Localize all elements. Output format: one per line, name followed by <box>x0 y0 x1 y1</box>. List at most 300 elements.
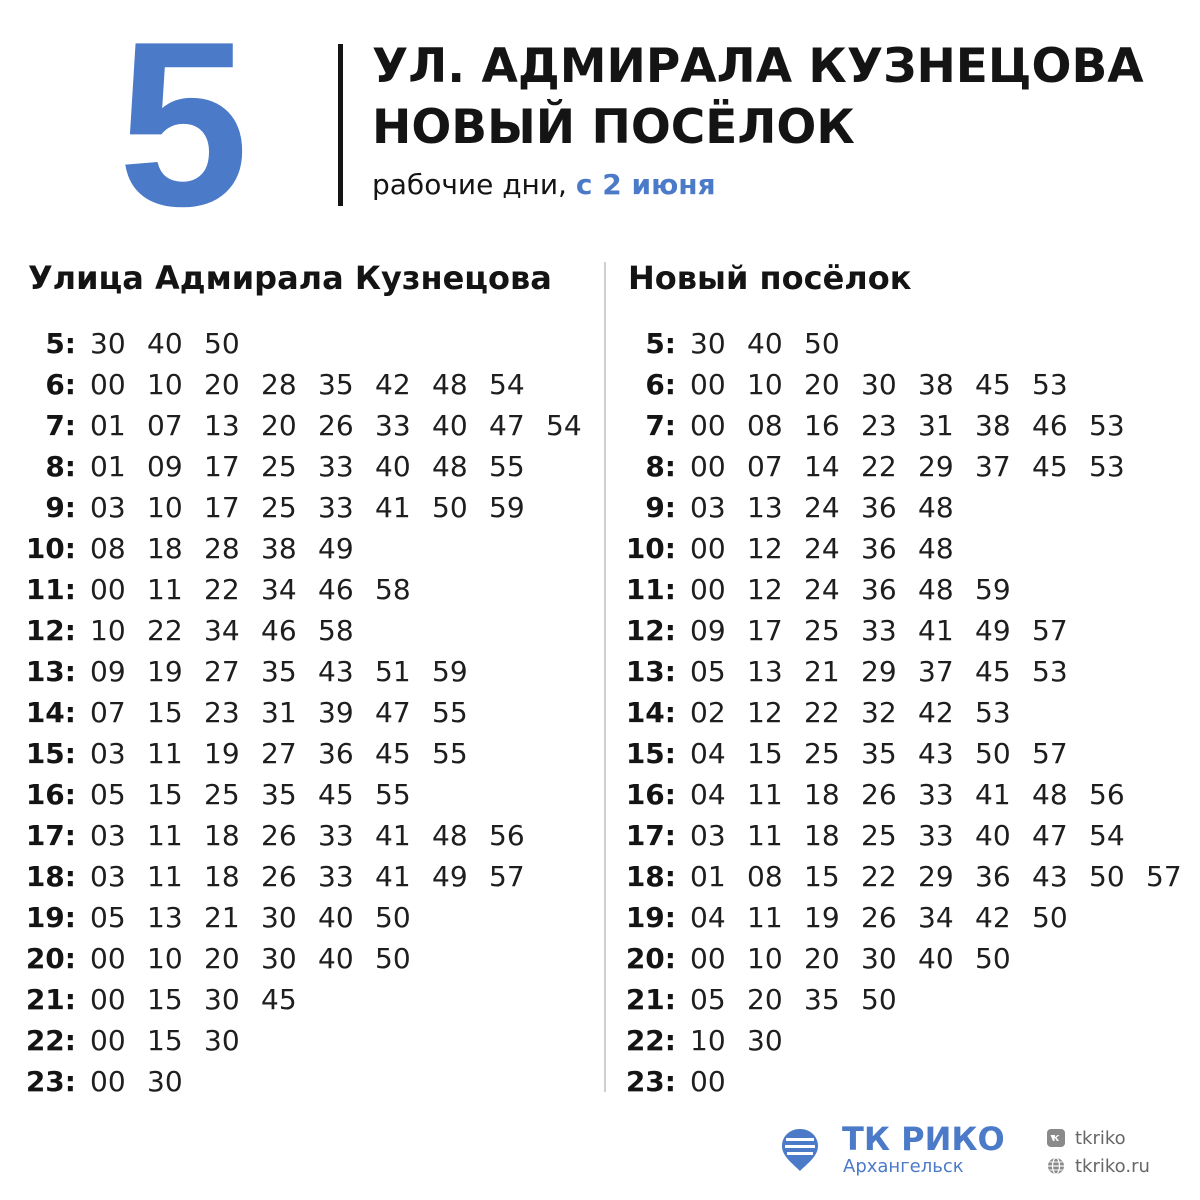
departure-minute: 10 <box>147 491 183 524</box>
departure-minute: 10 <box>747 368 783 401</box>
departure-minute: 46 <box>1032 409 1068 442</box>
hour-label: 21: <box>25 983 76 1016</box>
schedule-row <box>0 364 590 405</box>
departure-minute: 45 <box>375 737 411 770</box>
departure-minute: 27 <box>204 655 240 688</box>
departure-minute: 42 <box>918 696 954 729</box>
departure-minute: 30 <box>861 368 897 401</box>
departure-minute: 45 <box>261 983 297 1016</box>
departure-minute: 00 <box>90 368 126 401</box>
schedule-row <box>600 1020 1190 1061</box>
departure-minute: 10 <box>690 1024 726 1057</box>
departure-minute: 03 <box>690 819 726 852</box>
schedule-row <box>600 733 1190 774</box>
vk-contact[interactable] <box>1047 1128 1126 1150</box>
hour-label: 22: <box>625 1024 676 1057</box>
departure-minute: 40 <box>375 450 411 483</box>
departure-minute: 48 <box>432 819 468 852</box>
departure-minute: 03 <box>90 737 126 770</box>
departure-minute: 33 <box>318 860 354 893</box>
departure-minute: 50 <box>1089 860 1125 893</box>
departure-minute: 21 <box>804 655 840 688</box>
departure-minute: 26 <box>861 778 897 811</box>
departure-minute: 42 <box>375 368 411 401</box>
hour-label: 10: <box>625 532 676 565</box>
departure-minute: 34 <box>204 614 240 647</box>
departure-minute: 20 <box>204 368 240 401</box>
departure-minute: 11 <box>747 901 783 934</box>
departure-minute: 05 <box>90 901 126 934</box>
departure-minute: 08 <box>747 860 783 893</box>
departure-minute: 03 <box>690 491 726 524</box>
schedule-row <box>600 856 1190 897</box>
departure-minute: 18 <box>804 778 840 811</box>
schedule-row <box>600 1061 1190 1102</box>
departure-minute: 56 <box>1089 778 1125 811</box>
schedule-row <box>600 364 1190 405</box>
departure-minute: 58 <box>318 614 354 647</box>
departure-minute: 28 <box>204 532 240 565</box>
departure-minute: 25 <box>261 491 297 524</box>
departure-minute: 18 <box>804 819 840 852</box>
departure-minute: 43 <box>1032 860 1068 893</box>
departure-minute: 22 <box>861 450 897 483</box>
hour-label: 19: <box>25 901 76 934</box>
location-pin-icon <box>780 1127 820 1173</box>
departure-minute: 50 <box>204 327 240 360</box>
departure-minute: 54 <box>489 368 525 401</box>
departure-minute: 25 <box>861 819 897 852</box>
departure-minute: 00 <box>90 1065 126 1098</box>
departure-minute: 57 <box>1146 860 1182 893</box>
departure-minute: 20 <box>804 368 840 401</box>
hour-label: 14: <box>625 696 676 729</box>
hour-label: 20: <box>25 942 76 975</box>
departure-minute: 23 <box>861 409 897 442</box>
departure-minute: 00 <box>690 1065 726 1098</box>
departure-minute: 47 <box>1032 819 1068 852</box>
departure-minute: 49 <box>318 532 354 565</box>
departure-minute: 59 <box>432 655 468 688</box>
hour-label: 15: <box>25 737 76 770</box>
departure-minute: 37 <box>918 655 954 688</box>
departure-minute: 34 <box>918 901 954 934</box>
departure-minute: 42 <box>975 901 1011 934</box>
hour-label: 14: <box>25 696 76 729</box>
departure-minute: 46 <box>261 614 297 647</box>
departure-minute: 22 <box>204 573 240 606</box>
departure-minute: 38 <box>918 368 954 401</box>
departure-minute: 40 <box>432 409 468 442</box>
departure-minute: 13 <box>747 655 783 688</box>
schedule-row <box>600 323 1190 364</box>
departure-minute: 26 <box>261 860 297 893</box>
brand-city: Архангельск <box>843 1156 964 1177</box>
hour-label: 9: <box>45 491 76 524</box>
departure-minute: 35 <box>261 778 297 811</box>
schedule-row <box>600 692 1190 733</box>
route-number: 5 <box>118 0 245 255</box>
departure-minute: 38 <box>975 409 1011 442</box>
departure-minute: 20 <box>747 983 783 1016</box>
schedule-row <box>600 528 1190 569</box>
departure-minute: 48 <box>432 450 468 483</box>
schedule-row <box>600 938 1190 979</box>
departure-minute: 19 <box>204 737 240 770</box>
route-title-line1: УЛ. АДМИРАЛА КУЗНЕЦОВА <box>372 39 1144 94</box>
departure-minute: 49 <box>432 860 468 893</box>
departure-minute: 01 <box>90 409 126 442</box>
departure-minute: 25 <box>804 614 840 647</box>
departure-minute: 43 <box>318 655 354 688</box>
schedule-row <box>0 323 590 364</box>
departure-minute: 34 <box>261 573 297 606</box>
departure-minute: 51 <box>375 655 411 688</box>
hour-label: 12: <box>25 614 76 647</box>
departure-minute: 15 <box>747 737 783 770</box>
departure-minute: 11 <box>147 573 183 606</box>
departure-minute: 13 <box>204 409 240 442</box>
departure-minute: 41 <box>375 819 411 852</box>
departure-minute: 13 <box>147 901 183 934</box>
schedule-row <box>600 446 1190 487</box>
departure-minute: 35 <box>318 368 354 401</box>
departure-minute: 53 <box>1089 450 1125 483</box>
hour-label: 8: <box>645 450 676 483</box>
departure-minute: 21 <box>204 901 240 934</box>
departure-minute: 18 <box>147 532 183 565</box>
schedule-row <box>600 897 1190 938</box>
schedule-row <box>0 774 590 815</box>
vk-icon <box>1047 1129 1065 1147</box>
departure-minute: 22 <box>147 614 183 647</box>
departure-minute: 12 <box>747 532 783 565</box>
hour-label: 7: <box>45 409 76 442</box>
hour-label: 11: <box>25 573 76 606</box>
departure-minute: 15 <box>147 696 183 729</box>
departure-minute: 11 <box>147 819 183 852</box>
departure-minute: 30 <box>204 1024 240 1057</box>
schedule-row <box>0 569 590 610</box>
departure-minute: 35 <box>261 655 297 688</box>
schedule-kuznetsova <box>0 323 590 1102</box>
departure-minute: 48 <box>432 368 468 401</box>
departure-minute: 12 <box>747 573 783 606</box>
departure-minute: 30 <box>861 942 897 975</box>
departure-minute: 09 <box>147 450 183 483</box>
departure-minute: 12 <box>747 696 783 729</box>
column-title-novy-posyolok: Новый посёлок <box>628 259 912 297</box>
departure-minute: 54 <box>1089 819 1125 852</box>
departure-minute: 58 <box>375 573 411 606</box>
departure-minute: 16 <box>804 409 840 442</box>
departure-minute: 41 <box>918 614 954 647</box>
departure-minute: 18 <box>204 819 240 852</box>
hour-label: 15: <box>625 737 676 770</box>
departure-minute: 36 <box>861 532 897 565</box>
departure-minute: 45 <box>318 778 354 811</box>
schedule-row <box>0 651 590 692</box>
departure-minute: 53 <box>1089 409 1125 442</box>
departure-minute: 46 <box>318 573 354 606</box>
departure-minute: 00 <box>690 573 726 606</box>
departure-minute: 47 <box>489 409 525 442</box>
departure-minute: 57 <box>1032 614 1068 647</box>
departure-minute: 38 <box>261 532 297 565</box>
departure-minute: 10 <box>90 614 126 647</box>
departure-minute: 33 <box>318 491 354 524</box>
departure-minute: 53 <box>1032 655 1068 688</box>
departure-minute: 53 <box>1032 368 1068 401</box>
departure-minute: 24 <box>804 491 840 524</box>
departure-minute: 39 <box>318 696 354 729</box>
schedule-row <box>600 610 1190 651</box>
departure-minute: 50 <box>975 737 1011 770</box>
departure-minute: 20 <box>804 942 840 975</box>
hour-label: 18: <box>25 860 76 893</box>
departure-minute: 30 <box>690 327 726 360</box>
departure-minute: 45 <box>1032 450 1068 483</box>
departure-minute: 48 <box>918 573 954 606</box>
departure-minute: 45 <box>975 368 1011 401</box>
departure-minute: 03 <box>90 491 126 524</box>
departure-minute: 29 <box>918 860 954 893</box>
departure-minute: 00 <box>90 983 126 1016</box>
departure-minute: 00 <box>690 368 726 401</box>
departure-minute: 41 <box>375 491 411 524</box>
departure-minute: 17 <box>747 614 783 647</box>
departure-minute: 15 <box>147 1024 183 1057</box>
hour-label: 5: <box>45 327 76 360</box>
departure-minute: 33 <box>318 819 354 852</box>
departure-minute: 00 <box>690 409 726 442</box>
departure-minute: 50 <box>804 327 840 360</box>
schedule-row <box>0 487 590 528</box>
departure-minute: 10 <box>147 942 183 975</box>
departure-minute: 36 <box>861 491 897 524</box>
brand-name: ТК РИКО <box>842 1120 1005 1158</box>
departure-minute: 17 <box>204 491 240 524</box>
departure-minute: 25 <box>804 737 840 770</box>
schedule-row <box>600 815 1190 856</box>
schedule-novy-posyolok <box>600 323 1190 1102</box>
departure-minute: 41 <box>975 778 1011 811</box>
departure-minute: 29 <box>918 450 954 483</box>
departure-minute: 55 <box>432 737 468 770</box>
hour-label: 16: <box>625 778 676 811</box>
hour-label: 20: <box>625 942 676 975</box>
departure-minute: 05 <box>90 778 126 811</box>
departure-minute: 55 <box>489 450 525 483</box>
schedule-row <box>600 979 1190 1020</box>
departure-minute: 57 <box>489 860 525 893</box>
departure-minute: 30 <box>261 901 297 934</box>
hour-label: 21: <box>625 983 676 1016</box>
departure-minute: 47 <box>375 696 411 729</box>
departure-minute: 15 <box>147 778 183 811</box>
departure-minute: 01 <box>690 860 726 893</box>
departure-minute: 33 <box>861 614 897 647</box>
departure-minute: 19 <box>147 655 183 688</box>
hour-label: 10: <box>25 532 76 565</box>
departure-minute: 09 <box>90 655 126 688</box>
hour-label: 6: <box>645 368 676 401</box>
hour-label: 17: <box>625 819 676 852</box>
departure-minute: 49 <box>975 614 1011 647</box>
departure-minute: 45 <box>975 655 1011 688</box>
schedule-row <box>0 528 590 569</box>
departure-minute: 30 <box>90 327 126 360</box>
departure-minute: 48 <box>918 491 954 524</box>
departure-minute: 13 <box>747 491 783 524</box>
departure-minute: 40 <box>975 819 1011 852</box>
schedule-subtitle <box>372 167 716 203</box>
departure-minute: 03 <box>90 819 126 852</box>
departure-minute: 25 <box>261 450 297 483</box>
vk-handle: tkriko <box>1075 1128 1126 1149</box>
departure-minute: 28 <box>261 368 297 401</box>
departure-minute: 29 <box>861 655 897 688</box>
hour-label: 6: <box>45 368 76 401</box>
departure-minute: 11 <box>747 819 783 852</box>
departure-minute: 59 <box>975 573 1011 606</box>
departure-minute: 24 <box>804 573 840 606</box>
schedule-row <box>600 651 1190 692</box>
departure-minute: 00 <box>90 573 126 606</box>
departure-minute: 20 <box>204 942 240 975</box>
hour-label: 17: <box>25 819 76 852</box>
site-contact[interactable] <box>1047 1156 1150 1178</box>
departure-minute: 05 <box>690 983 726 1016</box>
departure-minute: 00 <box>90 1024 126 1057</box>
departure-minute: 14 <box>804 450 840 483</box>
departure-minute: 32 <box>861 696 897 729</box>
header-divider <box>338 44 343 206</box>
departure-minute: 57 <box>1032 737 1068 770</box>
schedule-row <box>0 856 590 897</box>
globe-icon <box>1047 1157 1065 1175</box>
departure-minute: 19 <box>804 901 840 934</box>
departure-minute: 30 <box>147 1065 183 1098</box>
departure-minute: 48 <box>918 532 954 565</box>
departure-minute: 22 <box>804 696 840 729</box>
hour-label: 23: <box>25 1065 76 1098</box>
departure-minute: 10 <box>747 942 783 975</box>
departure-minute: 36 <box>318 737 354 770</box>
hour-label: 7: <box>645 409 676 442</box>
departure-minute: 33 <box>318 450 354 483</box>
departure-minute: 00 <box>690 450 726 483</box>
departure-minute: 31 <box>261 696 297 729</box>
schedule-row <box>0 733 590 774</box>
departure-minute: 35 <box>861 737 897 770</box>
departure-minute: 07 <box>147 409 183 442</box>
hour-label: 23: <box>625 1065 676 1098</box>
departure-minute: 23 <box>204 696 240 729</box>
departure-minute: 00 <box>90 942 126 975</box>
schedule-row <box>0 979 590 1020</box>
departure-minute: 33 <box>375 409 411 442</box>
departure-minute: 02 <box>690 696 726 729</box>
departure-minute: 26 <box>261 819 297 852</box>
departure-minute: 40 <box>318 901 354 934</box>
hour-label: 16: <box>25 778 76 811</box>
departure-minute: 01 <box>90 450 126 483</box>
departure-minute: 50 <box>375 901 411 934</box>
schedule-row <box>0 897 590 938</box>
departure-minute: 40 <box>147 327 183 360</box>
departure-minute: 33 <box>918 778 954 811</box>
departure-minute: 50 <box>375 942 411 975</box>
departure-minute: 05 <box>690 655 726 688</box>
schedule-row <box>600 487 1190 528</box>
departure-minute: 15 <box>804 860 840 893</box>
departure-minute: 11 <box>147 737 183 770</box>
departure-minute: 48 <box>1032 778 1068 811</box>
departure-minute: 40 <box>318 942 354 975</box>
hour-label: 8: <box>45 450 76 483</box>
hour-label: 13: <box>25 655 76 688</box>
departure-minute: 00 <box>690 942 726 975</box>
departure-minute: 26 <box>861 901 897 934</box>
departure-minute: 11 <box>147 860 183 893</box>
valid-from-label: с 2 июня <box>575 168 716 201</box>
site-url: tkriko.ru <box>1075 1156 1150 1177</box>
departure-minute: 11 <box>747 778 783 811</box>
schedule-row <box>600 774 1190 815</box>
schedule-row <box>0 815 590 856</box>
hour-label: 11: <box>625 573 676 606</box>
departure-minute: 40 <box>747 327 783 360</box>
departure-minute: 04 <box>690 901 726 934</box>
schedule-row <box>0 692 590 733</box>
schedule-row <box>0 610 590 651</box>
schedule-row <box>0 1020 590 1061</box>
departure-minute: 41 <box>375 860 411 893</box>
departure-minute: 36 <box>975 860 1011 893</box>
departure-minute: 33 <box>918 819 954 852</box>
departure-minute: 04 <box>690 778 726 811</box>
hour-label: 12: <box>625 614 676 647</box>
departure-minute: 35 <box>804 983 840 1016</box>
departure-minute: 50 <box>432 491 468 524</box>
departure-minute: 50 <box>861 983 897 1016</box>
hour-label: 9: <box>645 491 676 524</box>
departure-minute: 50 <box>1032 901 1068 934</box>
departure-minute: 30 <box>261 942 297 975</box>
departure-minute: 30 <box>747 1024 783 1057</box>
departure-minute: 17 <box>204 450 240 483</box>
departure-minute: 08 <box>90 532 126 565</box>
departure-minute: 15 <box>147 983 183 1016</box>
departure-minute: 50 <box>975 942 1011 975</box>
departure-minute: 25 <box>204 778 240 811</box>
departure-minute: 07 <box>90 696 126 729</box>
column-title-kuznetsova: Улица Адмирала Кузнецова <box>28 259 552 297</box>
departure-minute: 31 <box>918 409 954 442</box>
departure-minute: 08 <box>747 409 783 442</box>
schedule-row <box>600 405 1190 446</box>
schedule-row <box>0 938 590 979</box>
departure-minute: 56 <box>489 819 525 852</box>
hour-label: 13: <box>625 655 676 688</box>
departure-minute: 18 <box>204 860 240 893</box>
schedule-row <box>0 405 590 446</box>
departure-minute: 04 <box>690 737 726 770</box>
schedule-row <box>0 1061 590 1102</box>
departure-minute: 54 <box>546 409 582 442</box>
departure-minute: 09 <box>690 614 726 647</box>
